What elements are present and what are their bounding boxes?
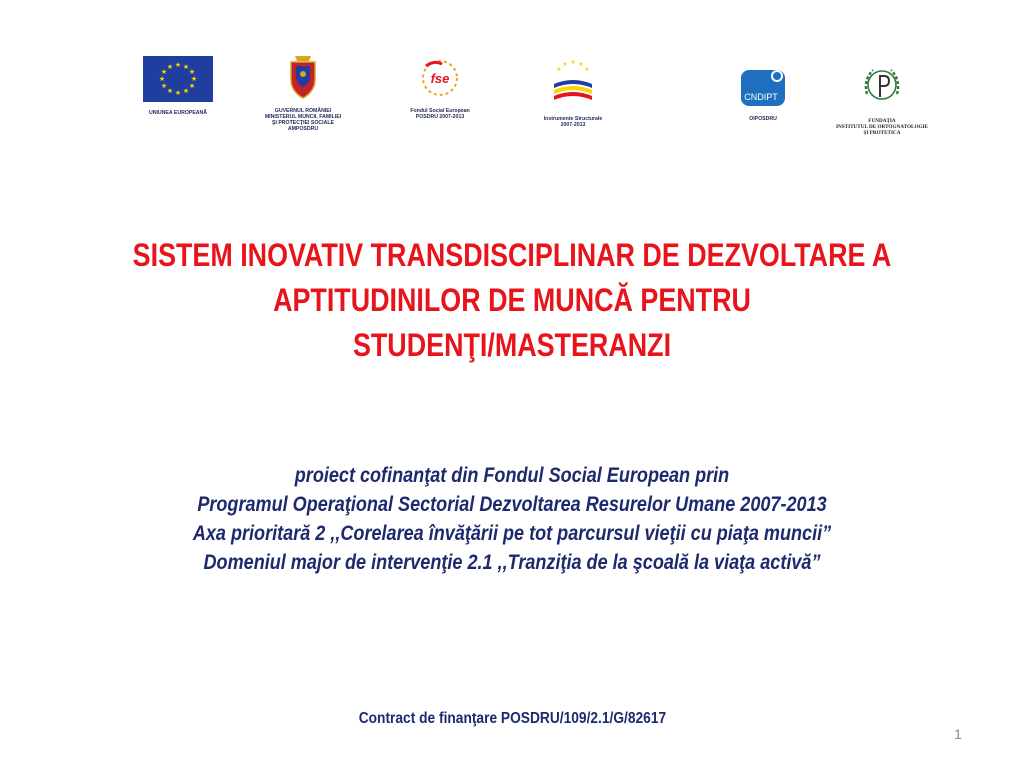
svg-text:★: ★: [160, 82, 168, 90]
subtitle-line-3: Axa prioritară 2 ,,Corelarea învăţării pe tot parcursul vieţii cu piaţa muncii”: [192, 522, 832, 545]
eu-caption: UNIUNEA EUROPEANĂ: [148, 110, 208, 116]
svg-text:★: ★: [166, 63, 174, 71]
project-title: [99, 233, 926, 368]
svg-text:fse: fse: [430, 71, 450, 86]
logo-strip: [0, 0, 1024, 150]
fundatia-emblem-icon: [859, 64, 905, 110]
svg-text:★: ★: [174, 61, 182, 69]
svg-text:★: ★: [578, 61, 584, 68]
government-caption: GUVERNUL ROMÂNIEI MINISTERUL MUNCII, FAMILIEI ŞI PROTECŢIEI SOCIALE AMPOSDRU: [264, 108, 342, 132]
coat-of-arms-icon: [287, 54, 319, 100]
title-line-1: SISTEM INOVATIV TRANSDISCIPLINAR DE DEZVOLTARE A: [132, 237, 892, 273]
svg-text:★: ★: [166, 87, 174, 95]
svg-text:★: ★: [556, 66, 562, 73]
title-line-3: STUDENŢI/MASTERANZI: [352, 327, 672, 363]
svg-text:★: ★: [158, 75, 166, 83]
cndipt-mark-icon: [739, 68, 787, 108]
fse-logo: [400, 56, 480, 120]
cndipt-logo: [728, 68, 798, 122]
svg-text:★: ★: [188, 68, 196, 76]
fse-caption: Fondul Social European POSDRU 2007-2013: [410, 108, 470, 120]
fse-mark-icon: [418, 56, 462, 100]
svg-text:★: ★: [182, 63, 190, 71]
svg-text:★: ★: [584, 66, 590, 73]
svg-text:★: ★: [190, 75, 198, 83]
fundatia-logo: [822, 64, 942, 136]
subtitle-line-1: proiect cofinanţat din Fondul Social European prin: [294, 464, 730, 487]
subtitle-line-4: Domeniul major de intervenţie 2.1 ,,Tranziţia de la şcoală la viaţa activă”: [203, 551, 821, 574]
eu-flag-icon: [143, 56, 213, 102]
svg-text:★: ★: [570, 59, 576, 66]
svg-text:★: ★: [562, 61, 568, 68]
structural-caption: Instrumente Structurale 2007-2013: [543, 116, 603, 128]
svg-text:★: ★: [188, 82, 196, 90]
svg-text:★: ★: [160, 68, 168, 76]
eu-logo: [128, 56, 228, 116]
svg-text:★: ★: [174, 89, 182, 97]
cndipt-caption: OIPOSDRU: [749, 116, 777, 122]
subtitle-line-2: Programul Operaţional Sectorial Dezvoltarea Resurelor Umane 2007-2013: [197, 493, 827, 516]
fundatia-caption: FUNDAŢIA INSTITUTUL DE ORTOGNATOLOGIE ŞI PROTETICA: [835, 118, 929, 136]
title-line-2: APTITUDINILOR DE MUNCĂ PENTRU: [273, 282, 751, 318]
structural-logo: [528, 56, 618, 128]
svg-text:CNDIPT: CNDIPT: [744, 92, 778, 102]
funding-description: [89, 461, 935, 577]
structural-instruments-icon: [548, 56, 598, 108]
government-logo: [258, 54, 348, 132]
contract-number: Contract de finanţare POSDRU/109/2.1/G/82617: [358, 710, 667, 727]
slide-number: 1: [954, 726, 962, 742]
svg-text:★: ★: [182, 87, 190, 95]
